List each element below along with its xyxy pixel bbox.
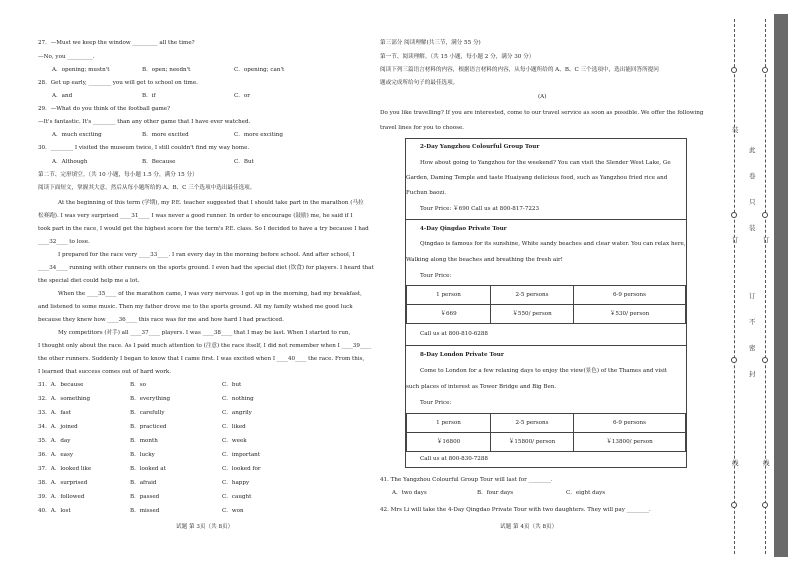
intro-line: travel lines for you to choose. [380,125,465,131]
cloze-option: C．caught [222,494,252,500]
page-footer: 试题 第 3页（共 8页） [176,524,234,530]
cloze-option: C．liked [222,424,246,430]
tour-title: 8-Day London Private Tour [420,352,504,358]
binding-strip [706,14,788,557]
binding-note-char: 装 [749,224,756,232]
section-heading-reading: 第一节、阅读理解。（共 15 小题，每小题 2 分，满分 30 分） [380,54,535,60]
binding-mark: 订 [732,236,739,244]
passage-line: ____32____ to lose. [38,239,90,245]
tour-title: 2-Day Yangzhou Colourful Group Tour [420,144,540,150]
binding-mark: 线 [732,459,739,467]
table-cell: 1 person [407,286,491,305]
binding-hole-icon [731,212,737,218]
binding-hole-icon [762,212,768,218]
cloze-option: 39．A．followed [38,494,85,500]
passage-line: My competitors (对手) all ____37____ players. I was ____38____ that I may be last. When I started to run, [58,330,351,336]
cloze-option: B．lucky [130,452,155,458]
cloze-option: B．so [130,382,146,388]
question-29: 29．—What do you think of the football game? [38,106,171,112]
binding-note-char: 密 [749,344,756,352]
q30-option-b: B．Because [142,159,176,165]
section-instruction-reading: 题或完成所给句子的最佳选项。 [380,80,459,86]
question-41: 41. The Yangzhou Colourful Group Tour will last for ________. [380,477,553,483]
tour-box [405,138,687,468]
binding-bar [774,14,788,557]
passage-line: and listened to some music. Then my father drove me to the sports ground. All my family wished me good luck [38,304,353,310]
passage-line: ____34____ running with other runners on the sports ground. I even had the special diet (饮食) for players. I heard that [38,265,374,271]
tour-body: Come to London for a few relaxing days to enjoy the view(景色) of the Thames and visit [420,368,668,374]
table-cell: ￥13800/ person [574,433,686,452]
tour-body: Qingdao is famous for its sunshine, White sandy beaches and clear water. You can relax here, [420,241,686,247]
binding-hole-icon [731,502,737,508]
part-heading: 第三部分 阅读理解(共三节，满分 55 分) [380,40,481,46]
binding-hole-icon [762,67,768,73]
cloze-option: 38．A．surprised [38,480,88,486]
tour-call: Call us at 800-830-7288 [420,456,488,462]
q27-option-a: A．opening; mustn't [52,67,110,73]
section-heading-cloze: 第二节、完形填空。（共 10 小题，每小题 1.5 分，满分 15 分） [38,172,198,178]
passage-line: I thought only about the race. As I paid much attention to (注意) the race itself, I did not remember when I ____39____ [38,343,372,349]
q27-option-c: C．opening; can't [234,67,285,73]
divider [406,345,686,346]
table-cell: ￥550/ person [491,305,574,324]
cloze-option: C．nothing [222,396,254,402]
cloze-option: 32．A．something [38,396,91,402]
tour-body: Fuchun baozi. [406,190,447,196]
cloze-option: 34．A．joined [38,424,78,430]
question-42: 42. Mrs Li will take the 4-Day Qingdao Private Tour with two daughters. They will pay ________. [380,507,651,513]
q29-option-a: A．much exciting [52,132,102,138]
cloze-option: B．missed [130,508,160,514]
passage-line: When the ____35____ of the marathon came, I was very nervous. I got up in the morning, had my breakfast, [58,291,362,297]
table-cell: ￥530/ person [574,305,686,324]
section-instruction-cloze: 阅读下面短文，掌握其大意，然后从每小题所给的 A、B、C 三个选项中选出最佳选项。 [38,185,256,191]
table-cell: ￥669 [407,305,491,324]
tour-title: 4-Day Qingdao Private Tour [420,226,507,232]
binding-mark: 线 [763,459,770,467]
q29-option-b: B．more excited [142,132,189,138]
table-cell: 2-5 persons [491,414,574,433]
q28-option-b: B．if [142,93,156,99]
passage-line: the other runners. Suddenly I began to know that I came first. I was excited when I ____40____ the race. From this, [38,356,365,362]
question-30: 30．________ I visited the museum twice, I still couldn't find my way home. [38,145,250,151]
cloze-option: B．passed [130,494,160,500]
question-28: 28．Get up early, ________ you will get to school on time. [38,80,198,86]
section-instruction-reading: 阅读下列三篇语言材料的内容，根据语言材料的内容，从每小题所给的 A、B、C 三个选项中，选出能回答所提问 [380,67,659,73]
question-29-reply: —It's fantastic. It's ________ than any other game that I have ever watched. [38,119,251,125]
binding-mark: 订 [763,236,770,244]
binding-note-char: 不 [749,318,756,326]
cloze-option: 36．A．easy [38,452,74,458]
cloze-option: B．practiced [130,424,167,430]
cloze-option: B．looked at [130,466,166,472]
page-footer: 试题 第 4页（共 8页） [500,524,558,530]
table-cell: ￥15800/ person [491,433,574,452]
tour-body: Walking along the beaches and breathing the fresh air! [406,257,563,263]
cloze-option: C．looked for [222,466,261,472]
tour-price-label: Tour Price: [420,273,452,279]
table-cell: 1 person [407,414,491,433]
table-cell: ￥16800 [407,433,491,452]
passage-line: because they knew how ____36____ this race was for me and how hard I had practiced. [38,317,284,323]
cloze-option: 40．A．lost [38,508,71,514]
binding-hole-icon [762,357,768,363]
cloze-option: C．week [222,438,247,444]
cloze-option: C．important [222,452,261,458]
q27-option-b: B．open; needn't [142,67,191,73]
q29-option-c: C．more exciting [234,132,283,138]
q41-option-c: C．eight days [566,490,606,496]
cloze-option: 37．A．looked like [38,466,92,472]
binding-note-char: 封 [749,370,756,378]
q30-option-c: C．But [234,159,254,165]
q30-option-a: A．Although [52,159,88,165]
tour-call: Call us at 800-810-6288 [420,331,488,337]
cloze-option: B．afraid [130,480,157,486]
cloze-option: C．won [222,508,244,514]
cloze-option: 35．A．day [38,438,71,444]
q28-option-a: A．and [52,93,73,99]
tour-price-label: Tour Price: [420,400,452,406]
passage-line: I learned that success comes out of hard work. [38,369,172,375]
cloze-option: B．month [130,438,158,444]
cloze-option: C．angrily [222,410,252,416]
binding-note-char: 卷 [749,172,756,180]
question-27: 27．—Must we keep the window _________ all the time? [38,40,195,46]
passage-label: (A) [538,94,547,100]
cloze-option: B．everything [130,396,171,402]
cloze-option: 33．A．fast [38,410,71,416]
dashed-line [734,19,735,554]
dashed-line [765,19,766,554]
divider [406,219,686,220]
binding-mark: 装 [732,126,739,134]
passage-line: I prepared for the race very ____33____. I ran every day in the morning before school. And after school, I [58,252,355,258]
table-cell: 6-9 persons [574,286,686,305]
binding-hole-icon [731,357,737,363]
passage-line: the special diet could help me a lot. [38,278,140,284]
table-cell: 2-5 persons [491,286,574,305]
tour-body: Garden, Daming Temple and taste Huaiyang delicious food, such as Yangzhou fried rice and [406,175,668,181]
tour-body: How about going to Yangzhou for the weekend? You can visit the Slender West Lake, Ge [420,160,671,166]
cloze-option: 31．A．because [38,382,84,388]
q28-option-c: C．or [234,93,250,99]
tour-body: such places of interest as Tower Bridge and Big Ben. [406,384,557,390]
q41-option-b: B．four days [477,490,514,496]
price-table [406,413,686,452]
passage-line: At the beginning of this term (学期), my P.E. teacher suggested that I should take part in the marathon (马拉 [58,200,364,206]
cloze-option: B．carefully [130,410,165,416]
question-27-reply: —No, you _________. [38,54,95,60]
table-cell: 6-9 persons [574,414,686,433]
binding-hole-icon [762,502,768,508]
binding-note-char: 订 [749,292,756,300]
intro-line: Do you like travelling? If you are interested, come to our travel service as soon as possible. We offer the following [380,110,704,116]
passage-line: took part in the race, I would get the highest score for the term's P.E. class. So I decided to have a try because I had [38,226,369,232]
q41-option-a: A．two days [392,490,427,496]
binding-note-char: 只 [749,198,756,206]
binding-note-char: 此 [749,146,756,154]
price-table [406,285,686,324]
tour-price: Tour Price: ￥690 Call us at 800-817-7223 [420,206,540,212]
cloze-option: C．but [222,382,242,388]
cloze-option: C．happy [222,480,250,486]
binding-hole-icon [731,67,737,73]
passage-line: 松赛跑). I was very surprised ____31____ I was never a good runner. In order to encourage (鼓励) me, he said if I [38,213,353,219]
